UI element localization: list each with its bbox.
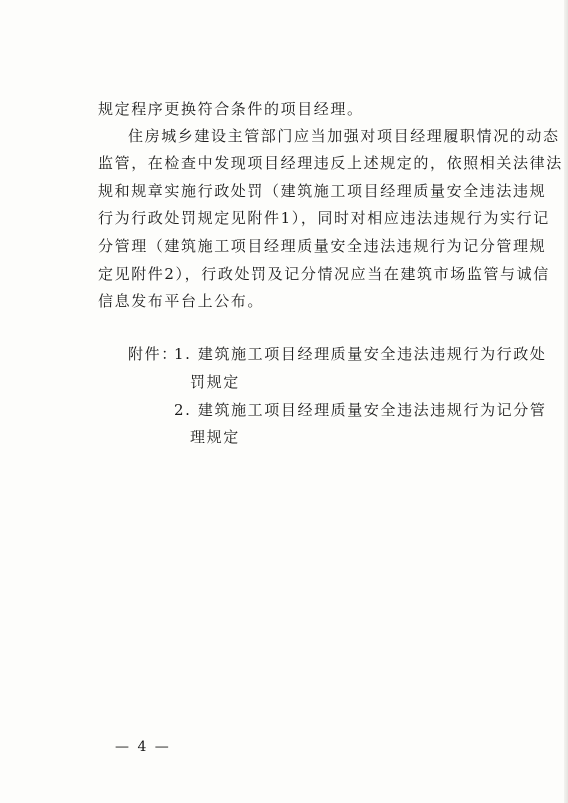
paragraph-2-line-4: 行为行政处罚规定见附件1），同时对相应违法违规行为实行记 — [98, 209, 550, 227]
paragraph-2-line-5: 分管理（建筑施工项目经理质量安全违法违规行为记分管理规 — [98, 237, 547, 255]
attachment-item-2-line-2: 理规定 — [190, 428, 240, 446]
paragraph-2-line-2: 监管，在检查中发现项目经理违反上述规定的，依照相关法律法 — [98, 154, 563, 172]
scan-edge — [564, 0, 568, 803]
attachments-label: 附件： — [128, 345, 178, 363]
paragraph-2-line-1: 住房城乡建设主管部门应当加强对项目经理履职情况的动态 — [128, 127, 560, 145]
attachment-item-2-line-1: 2. 建筑施工项目经理质量安全违法违规行为记分管 — [174, 401, 547, 419]
attachment-item-1-line-1: 1. 建筑施工项目经理质量安全违法违规行为行政处 — [174, 345, 547, 363]
paragraph-2-line-7: 信息发布平台上公布。 — [98, 292, 265, 310]
paragraph-1-tail: 规定程序更换符合条件的项目经理。 — [98, 100, 364, 118]
page-number: — 4 — — [115, 739, 171, 755]
paragraph-2-line-3: 规和规章实施行政处罚（建筑施工项目经理质量安全违法违规 — [98, 182, 547, 200]
paragraph-2-line-6: 定见附件2），行政处罚及记分情况应当在建筑市场监管与诚信 — [98, 265, 550, 283]
attachment-item-1-line-2: 罚规定 — [190, 373, 240, 391]
